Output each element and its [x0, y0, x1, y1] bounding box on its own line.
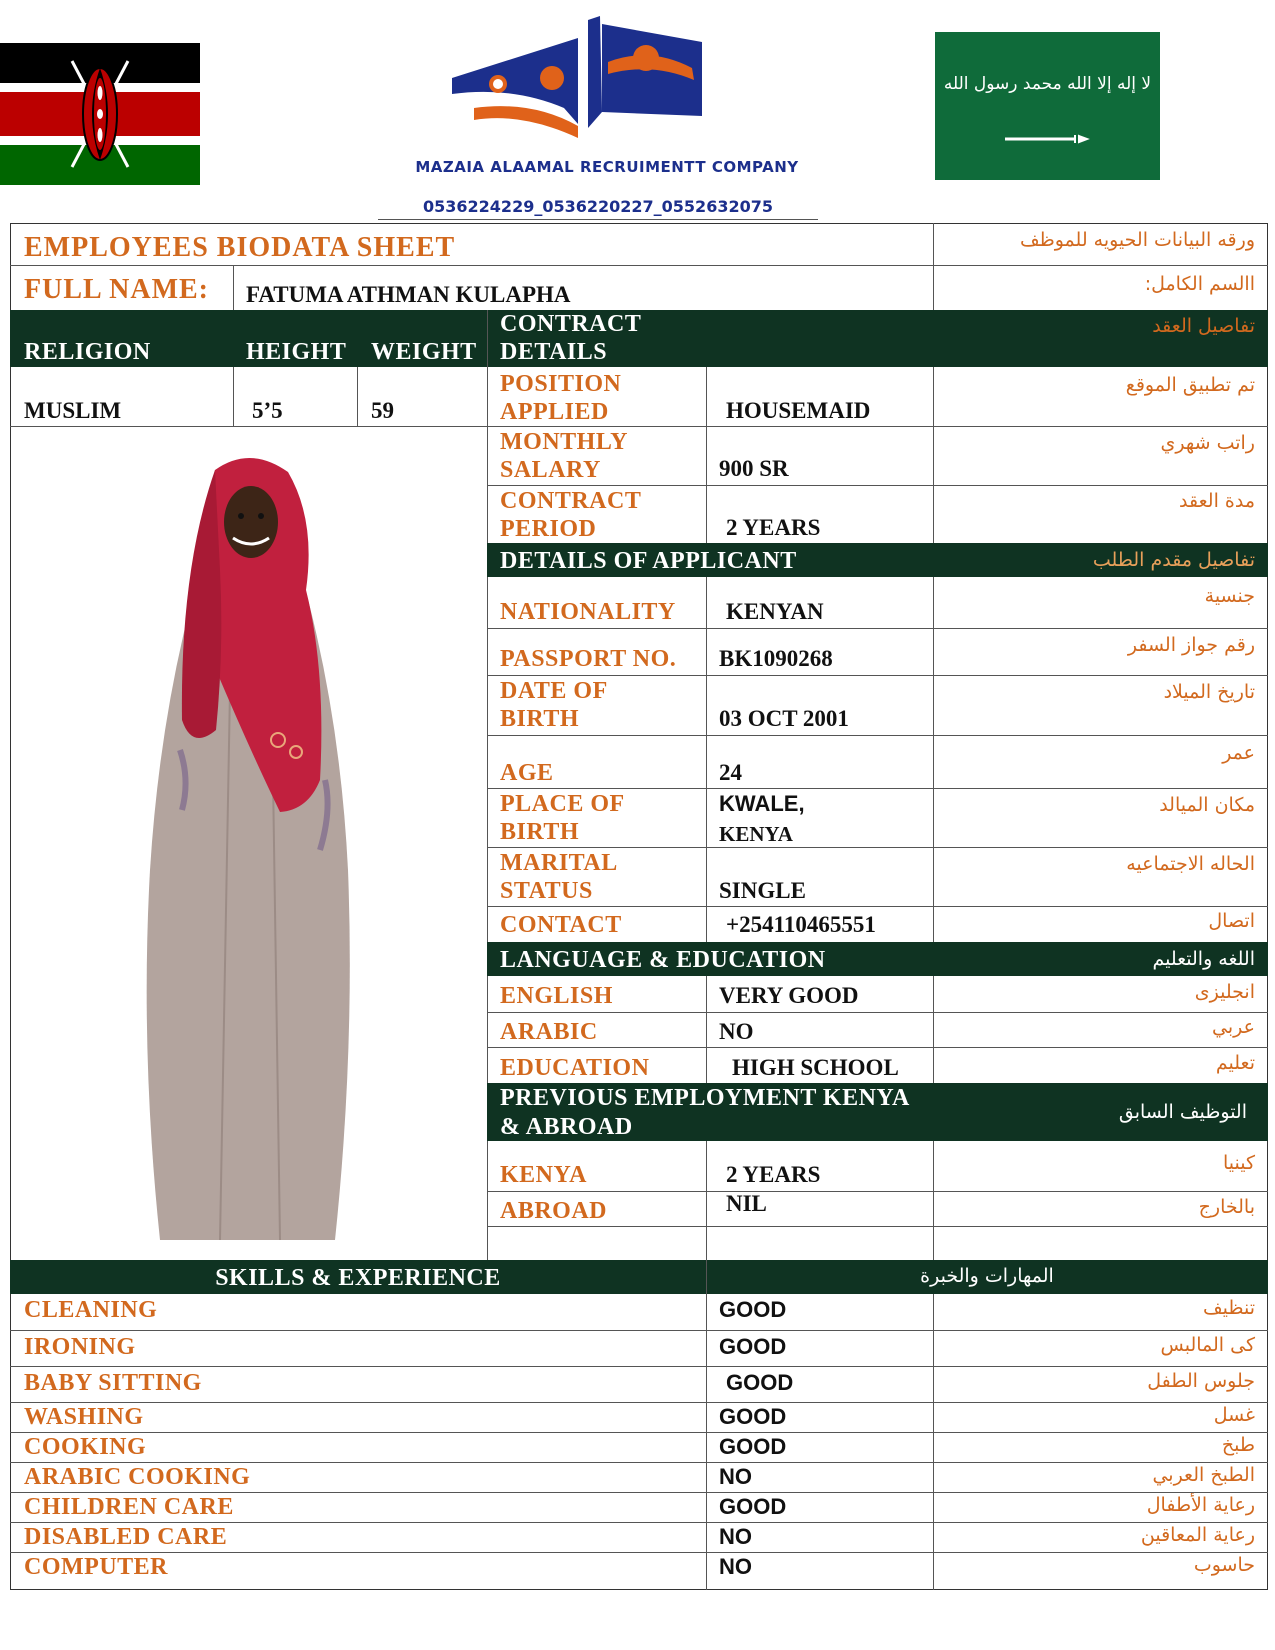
skills-section-title: SKILLS & EXPERIENCE [215, 1265, 501, 1291]
skill-label: CHILDREN CARE [24, 1494, 234, 1520]
marital-ar: الحاله الاجتماعيه [1126, 853, 1255, 875]
education-ar: تعليم [1215, 1052, 1255, 1074]
skill-label: BABY SITTING [24, 1370, 202, 1396]
skill-value: NO [719, 1524, 752, 1549]
applicant-photo [120, 450, 370, 1250]
pob-ar: مكان الميالد [1159, 794, 1255, 816]
skill-ar: طبخ [1221, 1434, 1255, 1456]
kenya-flag-icon [0, 43, 200, 185]
contract-section-ar: تفاصيل العقد [1152, 315, 1255, 337]
skill-label: DISABLED CARE [24, 1524, 228, 1550]
contract-section-title-2: DETAILS [500, 339, 608, 365]
skill-ar: تنظيف [1202, 1297, 1255, 1319]
skill-row-divider [10, 1552, 1268, 1553]
nationality-label: NATIONALITY [500, 599, 676, 625]
passport-ar: رقم جواز السفر [1127, 634, 1255, 656]
religion-header: RELIGION [24, 339, 151, 365]
skill-label: CLEANING [24, 1297, 158, 1323]
contact-value: +254110465551 [726, 912, 876, 937]
dob-value: 03 OCT 2001 [719, 706, 849, 731]
applicant-section-ar: تفاصيل مقدم الطلب [1092, 549, 1255, 571]
applicant-section-title: DETAILS OF APPLICANT [500, 548, 797, 574]
sheet-title-ar: ورقه البيانات الحيويه للموظف [1019, 229, 1255, 251]
height-value: 5’5 [252, 398, 283, 423]
pob-value: KWALE, KENYA [719, 791, 805, 846]
pob-label: PLACE OF BIRTH [500, 791, 625, 845]
arabic-label: ARABIC [500, 1019, 598, 1045]
nationality-ar: جنسية [1204, 585, 1255, 607]
religion-value: MUSLIM [24, 398, 122, 423]
skill-ar: جلوس الطفل [1147, 1370, 1255, 1392]
english-value: VERY GOOD [719, 983, 859, 1008]
skill-row-divider [10, 1492, 1268, 1493]
passport-value: BK1090268 [719, 646, 833, 671]
fullname-ar: االسم الكامل: [1144, 273, 1255, 295]
english-ar: انجليزى [1194, 981, 1255, 1003]
fullname-label: FULL NAME: [24, 274, 209, 305]
skills-section-ar: المهارات والخبرة [920, 1265, 1054, 1287]
abroad-exp-value: NIL [726, 1191, 767, 1216]
salary-value: 900 SR [719, 456, 789, 481]
skill-row-divider [10, 1402, 1268, 1403]
skill-label: COMPUTER [24, 1554, 168, 1580]
skill-ar: حاسوب [1193, 1554, 1255, 1576]
marital-value: SINGLE [719, 878, 806, 903]
company-logo [452, 16, 702, 138]
dob-ar: تاريخ الميلاد [1163, 681, 1255, 703]
skill-value: NO [719, 1554, 752, 1579]
age-ar: عمر [1222, 742, 1255, 764]
period-ar: مدة العقد [1179, 490, 1255, 512]
skill-ar: الطبخ العربي [1152, 1464, 1255, 1486]
arabic-ar: عربي [1212, 1016, 1255, 1038]
language-section-title: LANGUAGE & EDUCATION [500, 947, 826, 973]
language-section-ar: اللغه والتعليم [1152, 948, 1255, 970]
skill-value: GOOD [719, 1404, 787, 1429]
employment-section-title-1: PREVIOUS EMPLOYMENT KENYA [500, 1085, 910, 1111]
company-phones: 0536224229_0536220227_0552632075 [423, 197, 773, 216]
skill-label: ARABIC COOKING [24, 1464, 251, 1490]
skill-value: GOOD [719, 1434, 787, 1459]
abroad-exp-label: ABROAD [500, 1198, 608, 1224]
dob-label: DATE OF BIRTH [500, 678, 608, 732]
salary-ar: راتب شهري [1160, 432, 1255, 454]
english-label: ENGLISH [500, 983, 613, 1009]
phones-underline [378, 219, 818, 220]
employment-section-ar: التوظيف السابق [1118, 1101, 1247, 1123]
skill-value: GOOD [719, 1334, 787, 1359]
employment-section-title-2: & ABROAD [500, 1114, 633, 1140]
age-label: AGE [500, 760, 554, 786]
contract-section-title-1: CONTRACT [500, 311, 642, 337]
skill-value: GOOD [719, 1494, 787, 1519]
age-value: 24 [719, 760, 742, 785]
skill-ar: غسل [1213, 1404, 1255, 1426]
passport-label: PASSPORT NO. [500, 646, 677, 672]
weight-header: WEIGHT [371, 339, 477, 365]
salary-label: MONTHLY SALARY [500, 429, 628, 483]
abroad-exp-ar: بالخارج [1198, 1196, 1255, 1218]
skill-value: NO [719, 1464, 752, 1489]
skill-label: COOKING [24, 1434, 147, 1460]
period-label: CONTRACT PERIOD [500, 488, 642, 542]
height-header: HEIGHT [246, 339, 347, 365]
skill-row-divider [10, 1330, 1268, 1331]
saudi-flag-icon [935, 32, 1160, 180]
skill-ar: كى المالبس [1160, 1334, 1255, 1356]
skill-row-divider [10, 1462, 1268, 1463]
skill-row-divider [10, 1522, 1268, 1523]
company-name: MAZAIA ALAAMAL RECRUIMENTT COMPANY [415, 158, 799, 176]
position-value: HOUSEMAID [726, 398, 871, 423]
contact-label: CONTACT [500, 912, 622, 938]
position-label: POSITION APPLIED [500, 371, 622, 425]
education-value: HIGH SCHOOL [732, 1055, 899, 1080]
skill-row-divider [10, 1366, 1268, 1367]
skill-label: IRONING [24, 1334, 136, 1360]
skill-ar: رعاية المعاقين [1140, 1524, 1255, 1546]
weight-value: 59 [371, 398, 394, 423]
kenya-exp-ar: كينيا [1222, 1152, 1255, 1174]
sheet-title: EMPLOYEES BIODATA SHEET [24, 232, 456, 263]
skill-value: GOOD [719, 1297, 787, 1322]
saudi-flag-script: لا إله إلا الله محمد رسول الله [943, 74, 1152, 94]
kenya-exp-label: KENYA [500, 1162, 587, 1188]
position-ar: تم تطبيق الموقع [1125, 374, 1255, 396]
fullname-value: FATUMA ATHMAN KULAPHA [246, 282, 571, 307]
kenya-exp-value: 2 YEARS [726, 1162, 821, 1187]
marital-label: MARITAL STATUS [500, 850, 618, 904]
skill-ar: رعاية الأطفال [1146, 1494, 1255, 1516]
arabic-value: NO [719, 1019, 754, 1044]
nationality-value: KENYAN [726, 599, 824, 624]
education-label: EDUCATION [500, 1055, 650, 1081]
skill-value: GOOD [726, 1370, 794, 1395]
skill-label: WASHING [24, 1404, 144, 1430]
contact-ar: اتصال [1208, 910, 1255, 932]
skill-row-divider [10, 1432, 1268, 1433]
period-value: 2 YEARS [726, 515, 821, 540]
